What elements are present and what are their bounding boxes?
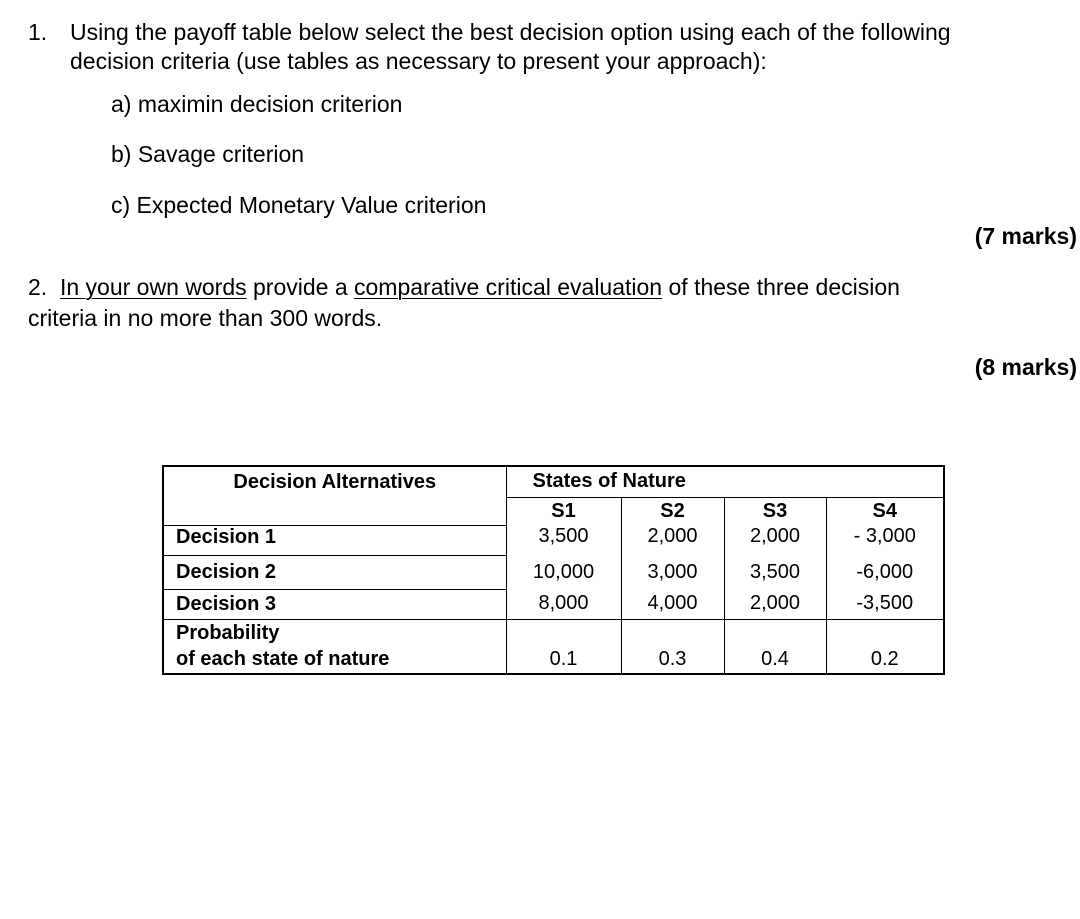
states-row-empty-cell [163,497,506,525]
table-states-row [163,497,944,525]
table-row-decision-2 [163,555,944,589]
decision-1-label: Decision 1 [163,525,506,555]
question-2-underlined-phrase-1: In your own words [59,274,247,300]
question-2-marks: (8 marks) [974,354,1077,380]
table-cell: -3,500 [826,589,944,619]
probability-s1: 0.1 [506,619,621,674]
probability-s4: 0.2 [826,619,944,674]
states-of-nature-header: States of Nature [506,466,944,497]
table-row-decision-3 [163,589,944,619]
state-s1-header: S1 [506,497,621,525]
question-2-text-1: provide a [246,274,355,300]
question-2-line-1 [28,273,900,302]
probability-label [163,619,506,674]
table-cell: 10,000 [506,555,621,589]
table-cell: 2,000 [724,525,826,555]
state-s2-header: S2 [621,497,724,525]
decision-alternatives-header: Decision Alternatives [163,466,506,497]
question-1-marks: (7 marks) [974,223,1077,249]
table-cell: - 3,000 [826,525,944,555]
question-1-line-1: Using the payoff table below select the best decision option using each of the following [70,19,951,45]
question-2-text-2: of these three decision [662,274,900,300]
payoff-table [162,465,945,675]
table-row-probability [163,619,944,674]
table-cell: 2,000 [621,525,724,555]
question-2-number: 2. [28,274,48,300]
question-2-underlined-phrase-2: comparative critical evaluation [354,274,663,300]
table-header-row [163,466,944,497]
probability-label-line-1: Probability [176,622,280,645]
probability-s2: 0.3 [621,619,724,674]
probability-label-line-2: of each state of nature [176,648,390,671]
table-cell: 3,500 [724,555,826,589]
table-cell: 8,000 [506,589,621,619]
state-s4-header: S4 [826,497,944,525]
question-1-line-2: decision criteria (use tables as necessary to present your approach): [70,48,767,74]
question-1-number: 1. [28,19,48,45]
question-1-part-c: c) Expected Monetary Value criterion [111,192,487,218]
state-s3-header: S3 [724,497,826,525]
table-cell: 4,000 [621,589,724,619]
table-cell: 3,500 [506,525,621,555]
decision-2-label: Decision 2 [163,555,506,589]
table-cell: 2,000 [724,589,826,619]
table-row-decision-1 [163,525,944,555]
question-1-part-a: a) maximin decision criterion [111,91,403,117]
table-cell: -6,000 [826,555,944,589]
probability-s3: 0.4 [724,619,826,674]
question-2-line-2: criteria in no more than 300 words. [28,305,383,331]
question-1-part-b: b) Savage criterion [111,141,305,167]
decision-3-label: Decision 3 [163,589,506,619]
table-cell: 3,000 [621,555,724,589]
